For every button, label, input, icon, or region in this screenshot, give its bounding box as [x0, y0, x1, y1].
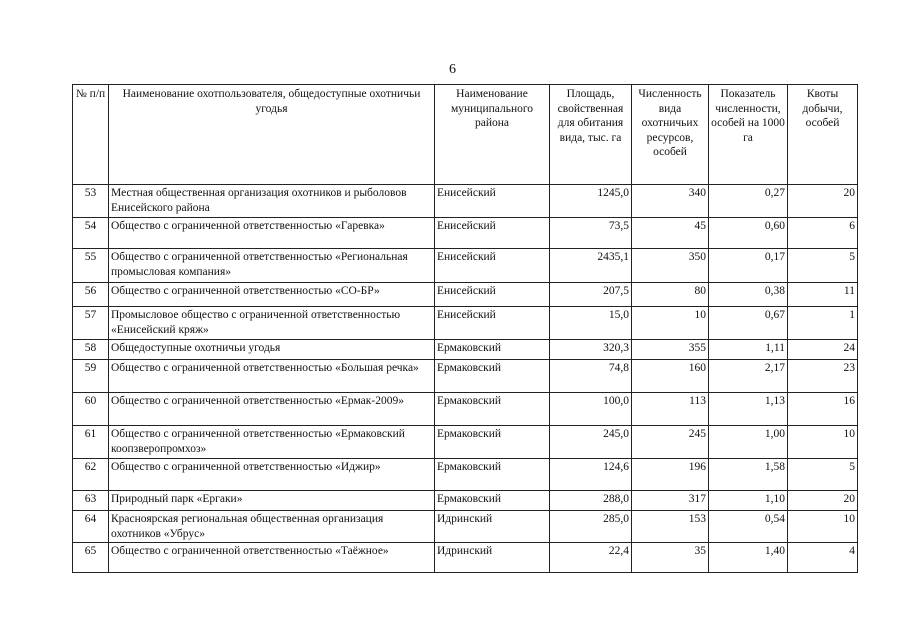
cell-number: 62 — [73, 459, 109, 491]
cell-density: 1,00 — [709, 426, 788, 459]
cell-organization: Общество с ограниченной ответственностью «Таёжное» — [109, 543, 435, 573]
cell-area: 74,8 — [550, 360, 632, 393]
cell-count: 80 — [632, 283, 709, 307]
cell-quota: 24 — [788, 340, 858, 360]
cell-quota: 20 — [788, 491, 858, 511]
cell-density: 0,27 — [709, 185, 788, 218]
cell-quota: 20 — [788, 185, 858, 218]
cell-organization: Общество с ограниченной ответственностью «Большая речка» — [109, 360, 435, 393]
cell-district: Ермаковский — [435, 491, 550, 511]
cell-area: 207,5 — [550, 283, 632, 307]
cell-quota: 10 — [788, 426, 858, 459]
cell-area: 245,0 — [550, 426, 632, 459]
table-row — [73, 543, 858, 573]
cell-quota: 5 — [788, 459, 858, 491]
cell-organization: Местная общественная организация охотников и рыболовов Енисейского района — [109, 185, 435, 218]
cell-count: 160 — [632, 360, 709, 393]
cell-area: 320,3 — [550, 340, 632, 360]
cell-area: 2435,1 — [550, 249, 632, 283]
cell-number: 63 — [73, 491, 109, 511]
cell-organization: Природный парк «Ергаки» — [109, 491, 435, 511]
cell-number: 64 — [73, 511, 109, 543]
cell-area: 15,0 — [550, 307, 632, 340]
cell-number: 58 — [73, 340, 109, 360]
cell-density: 1,13 — [709, 393, 788, 426]
table-row — [73, 307, 858, 340]
cell-number: 53 — [73, 185, 109, 218]
cell-area: 22,4 — [550, 543, 632, 573]
cell-organization: Красноярская региональная общественная организация охотников «Убрус» — [109, 511, 435, 543]
cell-organization: Промысловое общество с ограниченной ответственностью «Енисейский кряж» — [109, 307, 435, 340]
cell-number: 54 — [73, 218, 109, 249]
cell-count: 113 — [632, 393, 709, 426]
cell-density: 1,40 — [709, 543, 788, 573]
header-count: Численность вида охотничьих ресурсов, особей — [632, 85, 709, 185]
table-row — [73, 459, 858, 491]
cell-density: 1,10 — [709, 491, 788, 511]
cell-quota: 11 — [788, 283, 858, 307]
cell-number: 65 — [73, 543, 109, 573]
cell-quota: 10 — [788, 511, 858, 543]
cell-quota: 4 — [788, 543, 858, 573]
cell-count: 355 — [632, 340, 709, 360]
table-row — [73, 340, 858, 360]
header-name: Наименование охотпользователя, общедоступные охотничьи угодья — [109, 85, 435, 185]
table-row — [73, 249, 858, 283]
cell-density: 1,58 — [709, 459, 788, 491]
cell-district: Ермаковский — [435, 393, 550, 426]
cell-count: 35 — [632, 543, 709, 573]
cell-quota: 6 — [788, 218, 858, 249]
cell-count: 10 — [632, 307, 709, 340]
cell-count: 45 — [632, 218, 709, 249]
cell-district: Енисейский — [435, 185, 550, 218]
cell-area: 285,0 — [550, 511, 632, 543]
cell-count: 340 — [632, 185, 709, 218]
cell-density: 0,54 — [709, 511, 788, 543]
cell-organization: Общество с ограниченной ответственностью «Региональная промысловая компания» — [109, 249, 435, 283]
cell-count: 317 — [632, 491, 709, 511]
cell-district: Ермаковский — [435, 426, 550, 459]
cell-district: Идринский — [435, 543, 550, 573]
cell-density: 2,17 — [709, 360, 788, 393]
cell-count: 245 — [632, 426, 709, 459]
cell-district: Ермаковский — [435, 340, 550, 360]
cell-organization: Общедоступные охотничьи угодья — [109, 340, 435, 360]
cell-count: 196 — [632, 459, 709, 491]
cell-count: 153 — [632, 511, 709, 543]
cell-district: Идринский — [435, 511, 550, 543]
quota-table — [72, 84, 858, 573]
header-district: Наименование муниципального района — [435, 85, 550, 185]
table-row — [73, 511, 858, 543]
cell-district: Енисейский — [435, 249, 550, 283]
cell-organization: Общество с ограниченной ответственностью «Ермак-2009» — [109, 393, 435, 426]
header-area: Площадь, свойственная для обитания вида, тыс. га — [550, 85, 632, 185]
header-quota: Квоты добычи, особей — [788, 85, 858, 185]
table-row — [73, 491, 858, 511]
table-row — [73, 426, 858, 459]
cell-number: 60 — [73, 393, 109, 426]
cell-district: Ермаковский — [435, 459, 550, 491]
cell-district: Енисейский — [435, 307, 550, 340]
cell-quota: 16 — [788, 393, 858, 426]
cell-organization: Общество с ограниченной ответственностью «СО-БР» — [109, 283, 435, 307]
header-density: Показатель численности, особей на 1000 га — [709, 85, 788, 185]
table-row — [73, 185, 858, 218]
cell-district: Енисейский — [435, 283, 550, 307]
cell-number: 57 — [73, 307, 109, 340]
cell-number: 55 — [73, 249, 109, 283]
cell-density: 1,11 — [709, 340, 788, 360]
cell-district: Ермаковский — [435, 360, 550, 393]
header-number: № п/п — [73, 85, 109, 185]
table-row — [73, 283, 858, 307]
cell-density: 0,67 — [709, 307, 788, 340]
cell-number: 61 — [73, 426, 109, 459]
cell-quota: 5 — [788, 249, 858, 283]
table-row — [73, 393, 858, 426]
cell-area: 124,6 — [550, 459, 632, 491]
cell-district: Енисейский — [435, 218, 550, 249]
table-row — [73, 360, 858, 393]
cell-organization: Общество с ограниченной ответственностью «Иджир» — [109, 459, 435, 491]
cell-quota: 23 — [788, 360, 858, 393]
cell-density: 0,38 — [709, 283, 788, 307]
header-row — [73, 85, 858, 185]
page-number: 6 — [449, 62, 456, 77]
cell-organization: Общество с ограниченной ответственностью «Гаревка» — [109, 218, 435, 249]
cell-number: 59 — [73, 360, 109, 393]
cell-number: 56 — [73, 283, 109, 307]
cell-area: 100,0 — [550, 393, 632, 426]
table-body — [73, 185, 858, 573]
cell-quota: 1 — [788, 307, 858, 340]
cell-density: 0,17 — [709, 249, 788, 283]
table-row — [73, 218, 858, 249]
cell-area: 288,0 — [550, 491, 632, 511]
cell-count: 350 — [632, 249, 709, 283]
cell-organization: Общество с ограниченной ответственностью «Ермаковский коопзверопромхоз» — [109, 426, 435, 459]
cell-area: 73,5 — [550, 218, 632, 249]
cell-area: 1245,0 — [550, 185, 632, 218]
cell-density: 0,60 — [709, 218, 788, 249]
